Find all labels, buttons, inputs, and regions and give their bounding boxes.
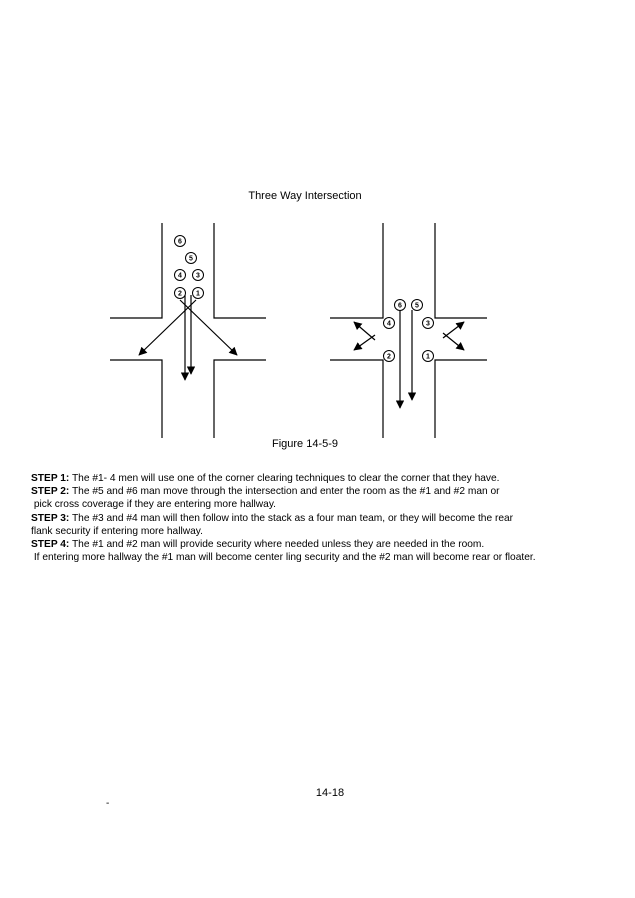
steps-list — [31, 472, 621, 564]
svg-text:6: 6 — [178, 238, 182, 246]
svg-text:5: 5 — [415, 302, 419, 310]
right-arrows — [354, 310, 464, 408]
left-marker-4 — [175, 270, 186, 281]
step-text: The #1- 4 men will use one of the corner clearing techniques to clear the corner that they have. — [69, 473, 500, 484]
left-markers — [175, 236, 204, 299]
right-marker-3 — [423, 318, 434, 329]
left-arrows — [139, 295, 237, 380]
step-text: The #5 and #6 man move through the intersection and enter the room as the #1 and #2 man or pick cross coverage if they are entering more hallway. — [33, 486, 500, 511]
step-label: STEP 1: — [31, 473, 70, 484]
figure-caption: Figure 14-5-9 — [271, 438, 339, 450]
right-marker-1 — [423, 351, 434, 362]
svg-text:2: 2 — [178, 290, 182, 298]
right-marker-4 — [384, 318, 395, 329]
svg-text:2: 2 — [387, 353, 391, 361]
page-number: 14-18 — [315, 787, 345, 799]
svg-text:3: 3 — [426, 320, 430, 328]
left-marker-1 — [193, 288, 204, 299]
right-marker-5 — [412, 300, 423, 311]
right-marker-6 — [395, 300, 406, 311]
step-1 — [31, 472, 621, 485]
right-intersection — [330, 223, 487, 438]
step-text: The #3 and #4 man will then follow into the stack as a four man team, or they will become the rear flank security if entering more hallway. — [31, 512, 514, 537]
footer-mark: - — [106, 798, 110, 809]
svg-text:4: 4 — [178, 272, 182, 280]
step-label: STEP 3: — [31, 512, 70, 524]
svg-text:4: 4 — [387, 320, 391, 328]
right-walls — [330, 223, 487, 438]
svg-text:1: 1 — [196, 290, 200, 298]
step-label: STEP 2: — [31, 486, 70, 498]
svg-text:5: 5 — [189, 255, 193, 263]
left-marker-2 — [175, 288, 186, 299]
step-2 — [31, 485, 621, 511]
left-marker-5 — [186, 253, 197, 264]
svg-text:1: 1 — [426, 353, 430, 361]
right-markers — [384, 300, 434, 362]
step-4 — [31, 538, 621, 564]
svg-text:3: 3 — [196, 272, 200, 280]
right-arrow-diag-r2 — [443, 333, 464, 350]
right-marker-2 — [384, 351, 395, 362]
step-label: STEP 4: — [31, 539, 70, 551]
left-marker-3 — [193, 270, 204, 281]
left-arrow-diag-right — [180, 300, 237, 355]
left-arrow-diag-left — [139, 300, 196, 355]
step-3 — [31, 512, 621, 538]
step-text: The #1 and #2 man will provide security where needed unless they are needed in the room. If entering more hallway the #1 man will become center ling security and the #2 man will become rear or floater. — [33, 539, 536, 564]
right-arrow-diag-l2 — [354, 335, 375, 350]
figure-title: Three Way Intersection — [248, 190, 362, 202]
svg-text:6: 6 — [398, 302, 402, 310]
left-marker-6 — [175, 236, 186, 247]
